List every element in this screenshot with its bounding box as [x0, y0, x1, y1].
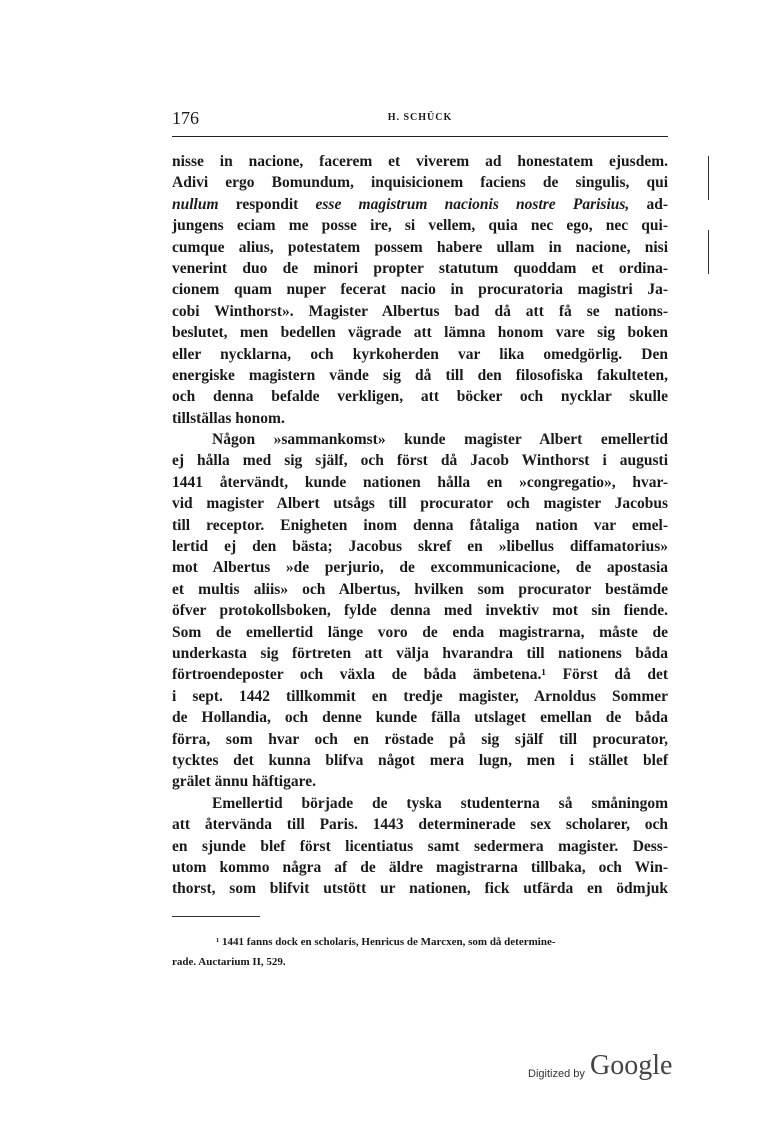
header-rule [172, 136, 668, 137]
text-line: beslutet, men bedellen vägrade att lämna honom vare sig boken [172, 324, 668, 342]
text-line: grälet ännu häftigare. [172, 773, 316, 791]
text-line: ej hålla med sig själf, och först då Jacob Winthorst i augusti [172, 452, 668, 470]
digitized-by-label: Digitized by [528, 1068, 585, 1080]
text-line: thorst, som blifvit utstött ur nationen, fick utfärda en ödmjuk [172, 880, 668, 898]
paragraph-first-line: Emellertid började de tyska studenterna så småningom [212, 794, 668, 812]
text-line: en sjunde blef först licentiatus samt sedermera magister. Dess- [172, 837, 668, 855]
text-line: Adivi ergo Bomundum, inquisicionem faciens de singulis, qui [172, 174, 668, 192]
footnote-line: ¹ 1441 fanns dock en scholaris, Henricus de Marcxen, som då determine- [216, 936, 556, 948]
margin-mark [708, 156, 709, 200]
text-line: öfver protokollsboken, fylde denna med invektiv mot sin fiende. [172, 602, 668, 620]
text-line: vid magister Albert utsågs till procurator och magister Jacobus [172, 495, 668, 513]
text-line: 1441 återvändt, kunde nationen hålla en »congregatio», hvar- [172, 473, 668, 491]
footnote-line: rade. Auctarium II, 529. [172, 956, 286, 968]
italic-phrase: esse magistrum nacionis nostre Parisius, [315, 195, 630, 213]
text-line: förtroendeposter och växla de båda ämbetena.¹ Först då det [172, 666, 668, 684]
text-line: de Hollandia, och denne kunde fälla utslaget emellan de båda [172, 709, 668, 727]
digitized-by-google-watermark [528, 1050, 688, 1090]
text-line: att återvända till Paris. 1443 determinerade sex scholarer, och [172, 816, 668, 834]
text-line: till receptor. Enigheten inom denna fåtaliga nation var emel- [172, 516, 668, 534]
text-line: cobi Winthorst». Magister Albertus bad då att få se nations- [172, 302, 668, 320]
text-line: cumque alius, potestatem possem habere ullam in nacione, nisi [172, 238, 668, 256]
italic-phrase: nullum [172, 195, 219, 213]
text-line: tillställas honom. [172, 409, 285, 427]
text-line-with-italics: nullum respondit esse magistrum nacionis nostre Parisius, ad- [172, 195, 668, 213]
text-line: energiske magistern vände sig då till den filosofiska fakulteten, [172, 366, 668, 384]
text-line: och denna befalde verkligen, att böcker och nycklar skulle [172, 388, 668, 406]
paragraph-first-line: Någon »sammankomst» kunde magister Albert emellertid [212, 431, 668, 449]
body-text [172, 151, 668, 900]
text-line: tycktes det kunna blifva något mera lugn, men i stället blef [172, 751, 668, 769]
running-head [172, 106, 668, 132]
text-line: eller nycklarna, och kyrkoherden var lika omedgörlig. Den [172, 345, 668, 363]
google-logo: Google [590, 1050, 673, 1081]
text-line: cionem quam nuper fecerat nacio in procuratoria magistri Ja- [172, 281, 668, 299]
text-line: utom kommo några af de äldre magistrarna tillbaka, och Win- [172, 858, 668, 876]
text-line: förra, som hvar och en röstade på sig själf till procurator, [172, 730, 668, 748]
text-line: venerint duo de minori propter statutum quoddam et ordina- [172, 259, 668, 277]
text-line: lertid ej den bästa; Jacobus skref en »libellus diffamatorius» [172, 538, 668, 556]
text-line: nisse in nacione, facerem et viverem ad honestatem ejusdem. [172, 153, 668, 170]
text-line: et multis aliis» och Albertus, hvilken som procurator bestämde [172, 580, 668, 598]
text-line: Som de emellertid länge voro de enda magistrarna, måste de [172, 623, 668, 641]
text-line: underkasta sig förtreten att välja hvarandra till nationens båda [172, 644, 668, 662]
footnote-rule [172, 916, 260, 917]
text-line: i sept. 1442 tillkommit en tredje magister, Arnoldus Sommer [172, 687, 668, 705]
running-title: H. SCHÜCK [387, 112, 453, 123]
text-line: jungens eciam me posse ire, si vellem, quia nec ego, nec qui- [172, 217, 668, 235]
page-number: 176 [172, 108, 199, 128]
text-line: mot Albertus »de perjurio, de excommunicacione, de apostasia [172, 559, 668, 577]
footnote [172, 932, 668, 972]
margin-mark [708, 230, 709, 274]
